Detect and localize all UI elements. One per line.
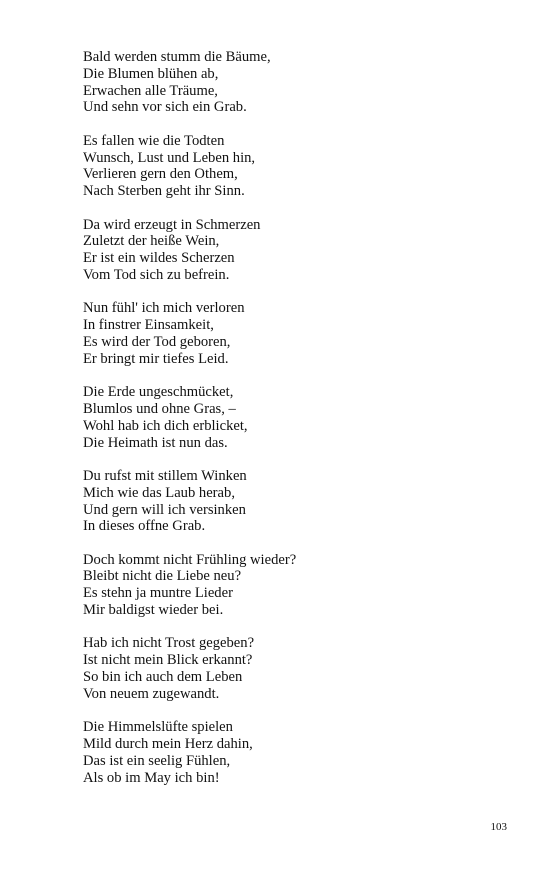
- stanza-1: [83, 49, 503, 116]
- poem-line: Bleibt nicht die Liebe neu?: [83, 568, 242, 585]
- poem-line: Wunsch, Lust und Leben hin,: [83, 149, 256, 166]
- poem-line: Die Heimath ist nun das.: [83, 434, 228, 451]
- poem-line: Nach Sterben geht ihr Sinn.: [83, 183, 245, 200]
- poem-line: Es wird der Tod geboren,: [83, 333, 231, 350]
- poem-line: Nun fühl' ich mich verloren: [83, 300, 245, 317]
- stanza-9: [83, 719, 503, 786]
- poem-line: Da wird erzeugt in Schmerzen: [83, 216, 261, 233]
- stanza-8: [83, 635, 503, 702]
- stanza-5: [83, 384, 503, 451]
- stanza-2: [83, 133, 503, 200]
- poem-line: Von neuem zugewandt.: [83, 685, 220, 702]
- poem-line: Hab ich nicht Trost gegeben?: [83, 635, 255, 652]
- poem-line: Es fallen wie die Todten: [83, 132, 225, 149]
- poem-line: Bald werden stumm die Bäume,: [83, 49, 271, 65]
- poem-line: Es stehn ja muntre Lieder: [83, 585, 233, 602]
- poem-line: So bin ich auch dem Leben: [83, 669, 243, 686]
- poem-line: Er bringt mir tiefes Leid.: [83, 350, 229, 367]
- stanza-3: [83, 217, 503, 284]
- poem-line: Mir baldigst wieder bei.: [83, 602, 224, 619]
- poem-line: Du rufst mit stillem Winken: [83, 467, 247, 484]
- poem-line: Als ob im May ich bin!: [83, 769, 220, 786]
- poem-line: Zuletzt der heiße Wein,: [83, 233, 220, 250]
- stanza-6: [83, 468, 503, 535]
- poem-line: Und sehn vor sich ein Grab.: [83, 99, 247, 116]
- poem: [83, 49, 503, 803]
- poem-line: In dieses offne Grab.: [83, 518, 206, 535]
- poem-line: Vom Tod sich zu befrein.: [83, 266, 230, 283]
- poem-line: Die Blumen blühen ab,: [83, 65, 219, 82]
- stanza-7: [83, 552, 503, 619]
- poem-line: Die Erde ungeschmücket,: [83, 384, 234, 401]
- poem-line: Mich wie das Laub herab,: [83, 484, 235, 501]
- poem-line: Wohl hab ich dich erblicket,: [83, 417, 248, 434]
- page-number: 103: [490, 821, 507, 833]
- poem-line: Das ist ein seelig Fühlen,: [83, 752, 231, 769]
- poem-line: Er ist ein wildes Scherzen: [83, 250, 235, 267]
- poem-line: Die Himmelslüfte spielen: [83, 719, 233, 736]
- poem-line: Ist nicht mein Blick erkannt?: [83, 652, 253, 669]
- poem-line: Blumlos und ohne Gras, –: [83, 400, 236, 417]
- poem-line: Mild durch mein Herz dahin,: [83, 736, 253, 753]
- poem-line: Verlieren gern den Othem,: [83, 166, 238, 183]
- poem-line: In finstrer Einsamkeit,: [83, 317, 214, 334]
- poem-line: Doch kommt nicht Frühling wieder?: [83, 551, 297, 568]
- poem-line: Und gern will ich versinken: [83, 501, 246, 518]
- poem-line: Erwachen alle Träume,: [83, 82, 218, 99]
- stanza-4: [83, 300, 503, 367]
